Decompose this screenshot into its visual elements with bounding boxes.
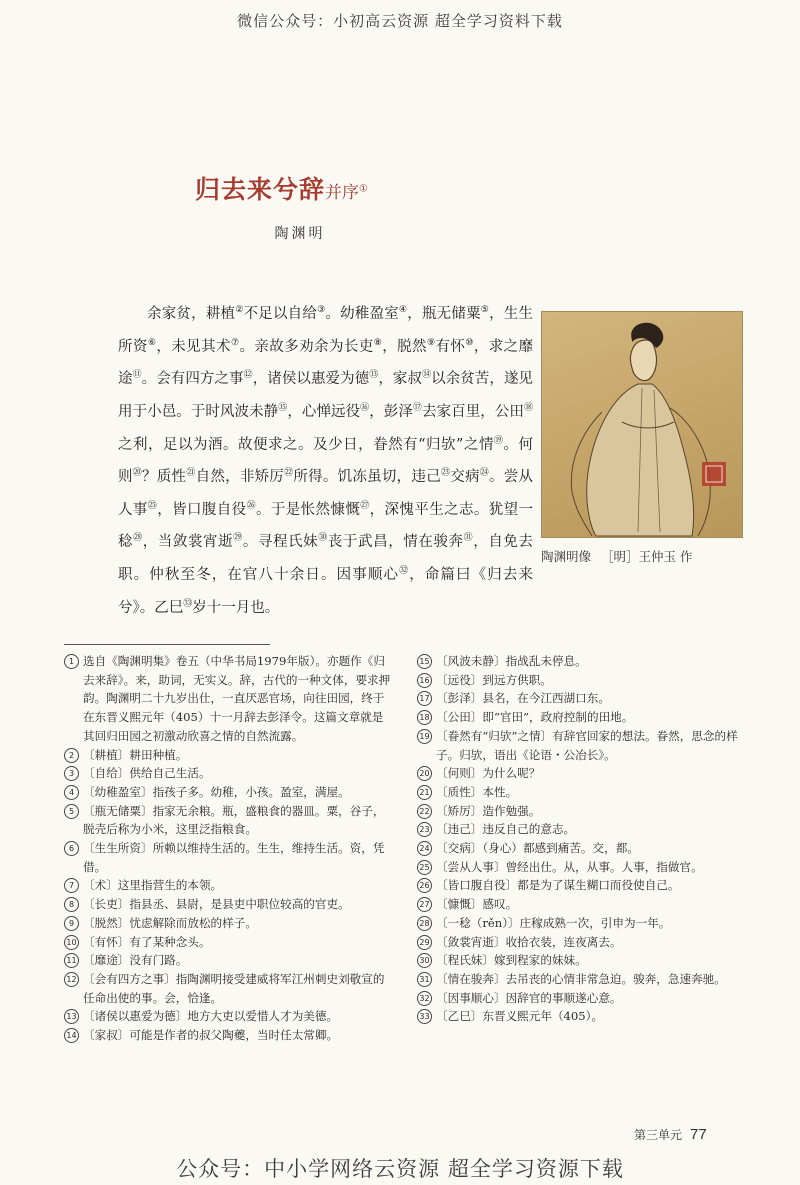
footnote-item — [417, 764, 747, 783]
footnote-divider — [64, 644, 270, 645]
footnote-number: 32 — [417, 991, 432, 1006]
footnote-number: 25 — [417, 860, 432, 875]
footnote-number: 27 — [417, 897, 432, 912]
footnote-item — [417, 671, 747, 690]
footnote-text: 〔何则〕为什么呢？ — [436, 766, 541, 781]
footnotes-right-column — [417, 652, 747, 1026]
header-watermark-banner: 微信公众号：小初高云资源 超全学习资料下载 — [237, 12, 563, 30]
footnote-number: 14 — [64, 1028, 79, 1043]
footnote-number: 24 — [417, 841, 432, 856]
footnote-number: 26 — [417, 878, 432, 893]
footnote-number: 1 — [64, 654, 79, 669]
footnote-number: 22 — [417, 804, 432, 819]
footnote-item — [64, 1026, 394, 1045]
footnote-text: 〔有怀〕有了某种念头。 — [83, 934, 211, 949]
footnote-text: 〔术〕这里指营生的本领。 — [83, 878, 223, 893]
footnote-number: 10 — [64, 935, 79, 950]
footnote-number: 2 — [64, 748, 79, 763]
footnotes-left-column — [64, 652, 394, 1045]
footnote-text: 〔眷然有“归欤”之情〕有辞官回家的想法。眷然，思念的样子。归欤，语出《论语・公冶长》。 — [436, 728, 738, 762]
footnote-text: 〔远役〕到远方供职。 — [436, 672, 552, 687]
footnote-number: 31 — [417, 972, 432, 987]
footnote-item — [417, 727, 747, 764]
footnote-item — [417, 1007, 747, 1026]
portrait-figure-drawing — [542, 312, 742, 537]
author-name: 陶渊明 — [274, 226, 326, 242]
footnote-number: 4 — [64, 785, 79, 800]
footnote-text: 〔长吏〕指县丞、县尉，是县吏中职位较高的官吏。 — [83, 897, 350, 912]
footnote-text: 〔家叔〕可能是作者的叔父陶夔，当时任太常卿。 — [83, 1028, 339, 1043]
footnote-item — [64, 764, 394, 783]
preface-body-text: 余家贫，耕植②不足以自给③。幼稚盈室④，瓶无储粟⑤，生生所资⑥，未见其术⑦。亲故多劝余为长吏⑧，脱然⑨有怀⑩，求之靡途⑪。会有四方之事⑫，诸侯以惠爱为德⑬，家叔⑭以余贫苦，遂见用于小邑。于时风波未静⑮，心惮远役⑯，彭泽⑰去家百里，公田⑱之利，足以为酒。故便求之。及少日，眷然有“归欤”之情⑲。何则⑳？质性$^㉑$自然，非矫厉$^㉒$所得。饥冻虽切，违己$^㉓$交病$^㉔$。尝从人事$^㉕$，皆口腹自役$^㉖$。于是怅然慷慨$^㉗$，深愧平生之志。犹望一稔$^㉘$，当敛裳宵逝$^㉙$。寻程氏妹$^㉚$丧于武昌，情在骏奔$^㉛$，自免去职。仲秋至冬，在官八十余日。因事顺心$^㉜$，命篇曰《归去来兮》。乙巳$^㉝$岁十一月也。 — [118, 305, 534, 616]
portrait-image — [541, 311, 743, 538]
footnote-text: 〔幼稚盈室〕指孩子多。幼稚，小孩。盈室，满屋。 — [83, 784, 350, 799]
footnote-text: 〔生生所资〕所赖以维持生活的。生生，维持生活。资，凭借。 — [83, 841, 385, 874]
title-footnote-marker: ① — [359, 183, 368, 195]
footnote-item — [417, 989, 747, 1008]
footnote-text: 〔脱然〕忧虑解除而放松的样子。 — [83, 915, 257, 930]
footnote-item — [417, 858, 747, 877]
footnote-item — [64, 783, 394, 802]
footnote-text: 〔尝从人事〕曾经出仕。从，从事。人事，指做官。 — [436, 859, 703, 874]
footnote-text: 〔靡途〕没有门路。 — [83, 953, 188, 968]
footnote-text: 〔一稔（rěn）〕庄稼成熟一次，引申为一年。 — [436, 915, 671, 930]
footnote-item — [64, 951, 394, 970]
portrait-caption-artist: ［明］王仲玉 作 — [601, 549, 693, 564]
footnote-item — [64, 802, 394, 839]
footnote-number: 11 — [64, 953, 79, 968]
footnote-text: 〔彭泽〕县名，在今江西湖口东。 — [436, 691, 610, 706]
footnote-text: 〔程氏妹〕嫁到程家的妹妹。 — [436, 953, 587, 968]
footnote-item — [64, 914, 394, 933]
footnote-item — [417, 802, 747, 821]
footnote-number: 18 — [417, 710, 432, 725]
footnote-text: 〔耕植〕耕田种植。 — [83, 747, 188, 762]
footnote-text: 〔矫厉〕造作勉强。 — [436, 803, 541, 818]
title-sub: 并序 — [325, 183, 360, 203]
title-main: 归去来兮辞 — [195, 175, 326, 204]
footnote-item — [417, 970, 747, 989]
footnote-number: 21 — [417, 785, 432, 800]
footnote-text: 〔质性〕本性。 — [436, 784, 518, 799]
footnote-item — [417, 820, 747, 839]
footnote-text: 〔因事顺心〕因辞官的事顺遂心意。 — [436, 990, 622, 1005]
footnote-number: 3 — [64, 766, 79, 781]
footnote-number: 33 — [417, 1009, 432, 1024]
footnote-item — [64, 746, 394, 765]
page-footer — [634, 1126, 707, 1143]
footnote-text: 〔违己〕违反自己的意志。 — [436, 822, 576, 837]
footnote-text: 〔交病〕（身心）都感到痛苦。交，都。 — [436, 841, 639, 856]
footnote-item — [417, 933, 747, 952]
footnote-text: 〔敛裳宵逝〕收拾衣装，连夜离去。 — [436, 934, 622, 949]
footnote-item — [64, 970, 394, 1007]
footnote-number: 5 — [64, 804, 79, 819]
footnote-number: 9 — [64, 916, 79, 931]
footnote-number: 13 — [64, 1009, 79, 1024]
footnote-number: 16 — [417, 673, 432, 688]
footnote-text: 〔诸侯以惠爱为德〕地方大吏以爱惜人才为美德。 — [83, 1009, 339, 1024]
unit-label: 第三单元 — [634, 1128, 683, 1142]
footnote-item — [417, 876, 747, 895]
footnote-number: 12 — [64, 972, 79, 987]
footnote-number: 17 — [417, 691, 432, 706]
footnote-item — [417, 951, 747, 970]
footnote-item — [64, 895, 394, 914]
footnote-text: 〔乙巳〕东晋义熙元年（405）。 — [436, 1009, 604, 1024]
footnote-number: 15 — [417, 654, 432, 669]
footnote-number: 8 — [64, 897, 79, 912]
footnote-text: 〔皆口腹自役〕都是为了谋生糊口而役使自己。 — [436, 878, 680, 893]
footnote-number: 30 — [417, 953, 432, 968]
footnote-number: 28 — [417, 916, 432, 931]
page-number: 77 — [690, 1126, 707, 1143]
title-block — [195, 170, 368, 206]
footnote-number: 29 — [417, 935, 432, 950]
portrait-caption — [541, 547, 741, 565]
footnote-item — [417, 708, 747, 727]
footnote-item — [417, 914, 747, 933]
footnote-item — [417, 689, 747, 708]
footnote-item — [417, 839, 747, 858]
footnote-item — [64, 876, 394, 895]
footnote-number: 23 — [417, 822, 432, 837]
footnote-number: 19 — [417, 729, 432, 744]
footnote-item — [64, 1007, 394, 1026]
footnote-text: 〔瓶无储粟〕指家无余粮。瓶，盛粮食的器皿。粟，谷子，脱壳后称为小米，这里泛指粮食。 — [83, 803, 385, 837]
footnote-number: 20 — [417, 766, 432, 781]
footnote-text: 选自《陶渊明集》卷五（中华书局1979年版）。亦题作《归去来辞》。来，助词，无实义。辞，古代的一种文体，要求押韵。陶渊明二十九岁出仕，一直厌恶官场，向往田园，终于在东晋义熙元年（405）十一月辞去彭泽令。这篇文章就是其回归田园之初激动欣喜之情的自然流露。 — [83, 654, 391, 743]
footnote-text: 〔会有四方之事〕指陶渊明接受建威将军江州刺史刘敬宣的任命出使的事。会，恰逢。 — [83, 971, 385, 1005]
footnote-item — [64, 839, 394, 876]
footnote-item — [417, 895, 747, 914]
footnote-item — [417, 783, 747, 802]
footnote-item — [64, 933, 394, 952]
portrait-caption-name: 陶渊明像 — [541, 549, 592, 564]
footnote-text: 〔风波未静〕指战乱未停息。 — [436, 654, 587, 668]
footer-watermark-banner: 公众号：中小学网络云资源 超全学习资源下载 — [176, 1157, 624, 1181]
footnote-text: 〔慷慨〕感叹。 — [436, 897, 518, 912]
footnote-number: 6 — [64, 841, 79, 856]
footnote-text: 〔自给〕供给自己生活。 — [83, 766, 211, 781]
footnote-item — [417, 652, 747, 671]
footnote-item — [64, 652, 394, 746]
footnote-number: 7 — [64, 878, 79, 893]
footnote-text: 〔情在骏奔〕去吊丧的心情非常急迫。骏奔，急速奔驰。 — [436, 971, 726, 986]
footnote-text: 〔公田〕即“官田”，政府控制的田地。 — [436, 710, 634, 725]
